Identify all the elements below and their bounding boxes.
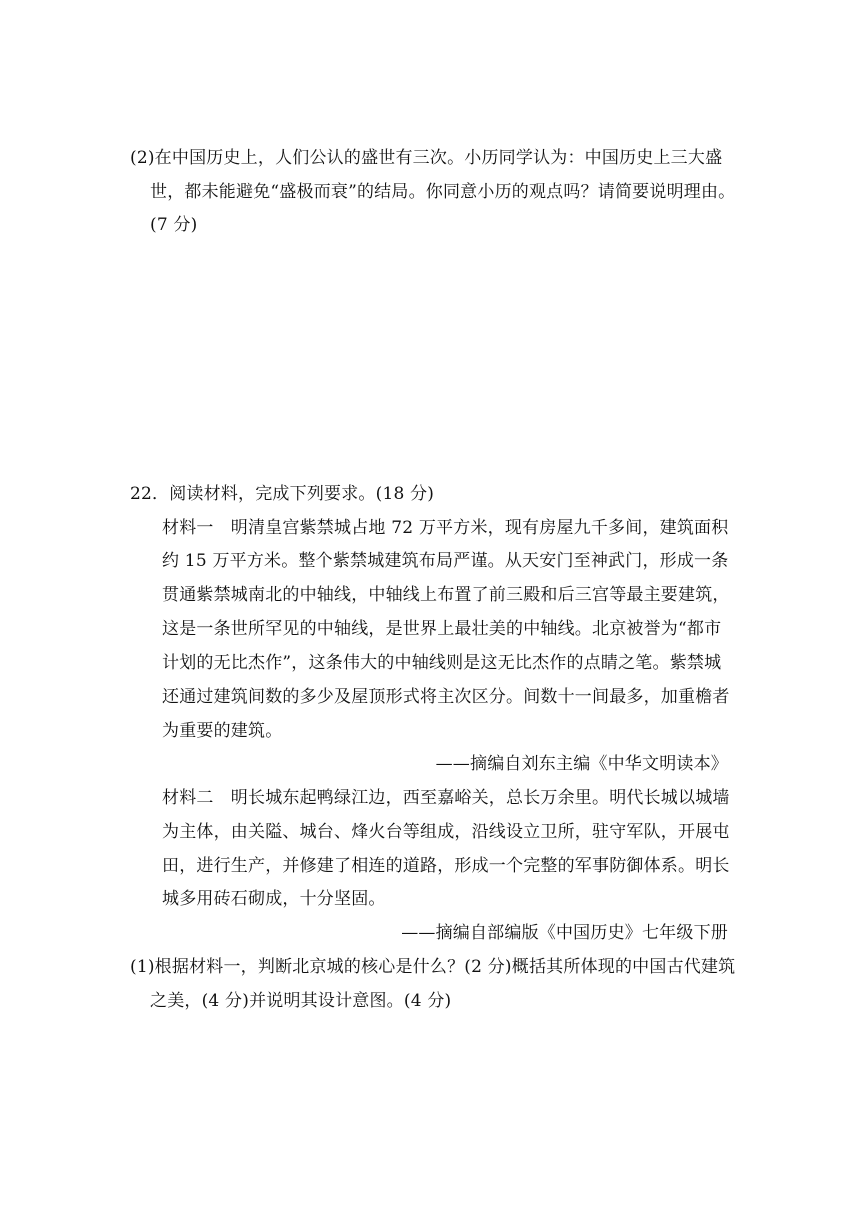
q21-part2-line-1: (2)在中国历史上，人们公认的盛世有三次。小历同学认为：中国历史上三大盛: [130, 148, 723, 168]
material-1-line-6: 还通过建筑间数的多少及屋顶形式将主次区分。间数十一间最多，加重檐者: [162, 687, 730, 707]
material-2-line-2: 为主体，由关隘、城台、烽火台等组成，沿线设立卫所，驻守军队，开展屯: [162, 822, 730, 842]
material-2-source: ——摘编自部编版《中国历史》七年级下册: [401, 923, 728, 943]
material-1-line-3: 贯通紫禁城南北的中轴线，中轴线上布置了前三殿和后三宫等最主要建筑，: [162, 585, 730, 605]
material-1-line-4: 这是一条世所罕见的中轴线，是世界上最壮美的中轴线。北京被誉为“都市: [162, 619, 722, 639]
q22-heading: 22．阅读材料，完成下列要求。(18 分): [130, 484, 435, 504]
q22-part1-line-1: (1)根据材料一，判断北京城的核心是什么？(2 分)概括其所体现的中国古代建筑: [130, 957, 736, 977]
material-1-line-2: 约 15 万平方米。整个紫禁城建筑布局严谨。从天安门至神武门，形成一条: [162, 551, 729, 571]
q21-part2-line-2: 世，都未能避免“盛极而衰”的结局。你同意小历的观点吗？请简要说明理由。: [150, 182, 736, 202]
q21-part2-line-3: (7 分): [150, 215, 198, 235]
material-1-line-1: 材料一 明清皇宫紫禁城占地 72 万平方米，现有房屋九千多间，建筑面积: [162, 518, 729, 538]
material-1-line-5: 计划的无比杰作”，这条伟大的中轴线则是这无比杰作的点睛之笔。紫禁城: [162, 653, 722, 673]
material-1-source: ——摘编自刘东主编《中华文明读本》: [435, 754, 728, 774]
material-2-line-1: 材料二 明长城东起鸭绿江边，西至嘉峪关，总长万余里。明代长城以城墙: [162, 788, 730, 808]
material-2-line-4: 城多用砖石砌成，十分坚固。: [162, 889, 386, 909]
material-1-line-7: 为重要的建筑。: [162, 721, 283, 741]
material-2-line-3: 田，进行生产，并修建了相连的道路，形成一个完整的军事防御体系。明长: [162, 856, 730, 876]
q22-part1-line-2: 之美，(4 分)并说明其设计意图。(4 分): [150, 991, 452, 1011]
